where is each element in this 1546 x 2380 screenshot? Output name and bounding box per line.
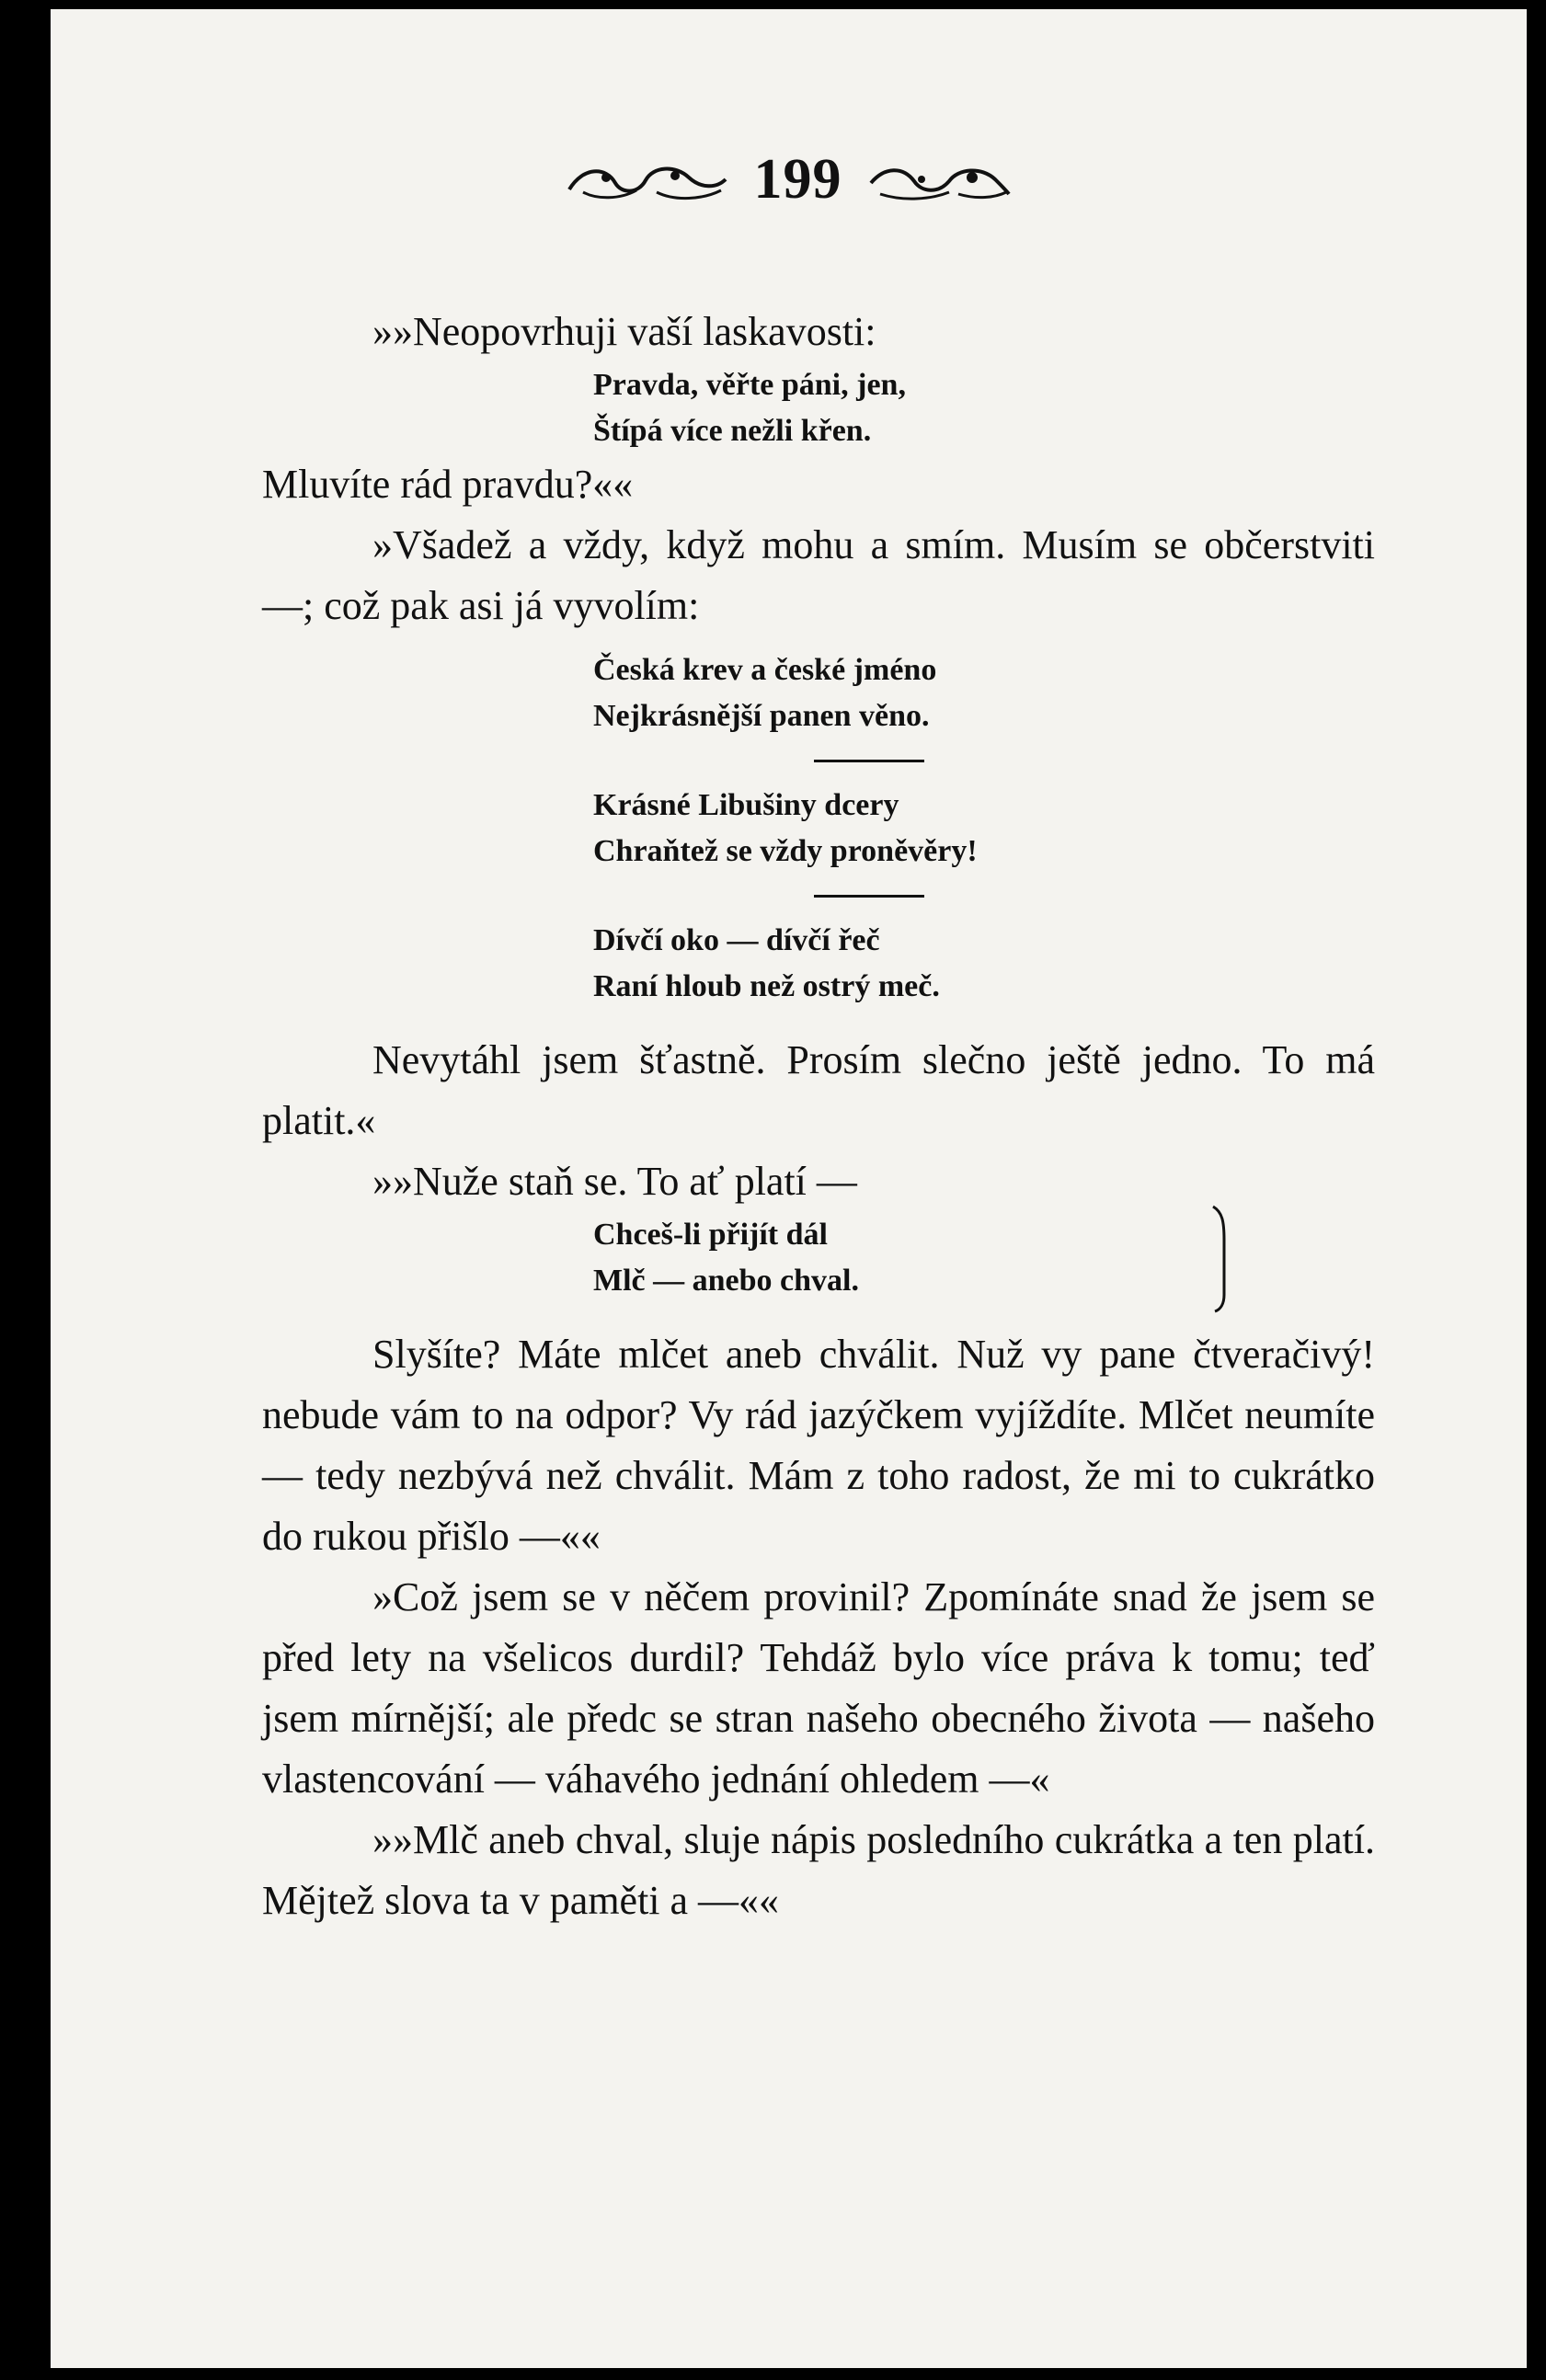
page-body — [262, 302, 1375, 1931]
divider — [814, 895, 924, 898]
page-header — [51, 147, 1527, 212]
verse-line: Nejkrásnější panen věno. — [593, 699, 930, 733]
verse-block — [262, 918, 1375, 1010]
verse-block — [262, 783, 1375, 875]
paragraph: »»Neopovrhuji vaší laskavosti: — [372, 309, 876, 354]
verse-line: Pravda, věřte páni, jen, — [593, 368, 906, 402]
ornament-right-icon — [866, 157, 1013, 203]
verse-block — [262, 1212, 1375, 1304]
paragraph: »»Mlč aneb chval, sluje nápis posledního cukrátka a ten platí. Mějtež slova ta v paměti a —«« — [262, 1817, 1375, 1923]
verse-line: Chceš-li přijít dál — [593, 1218, 828, 1252]
verse-line: Dívčí oko — dívčí řeč — [593, 923, 880, 957]
verse-block — [262, 362, 1375, 454]
paragraph: Slyšíte? Máte mlčet aneb chválit. Nuž vy pane čtveračivý! nebude vám to na odpor? Vy rád jazýčkem vyjíždíte. Mlčet neumíte — tedy nezbývá než chválit. Mám z toho radost, že mi to cukrátko do rukou přišlo —«« — [262, 1332, 1375, 1559]
bracket-mark — [1209, 1203, 1237, 1313]
paragraph: »Což jsem se v něčem provinil? Zpomínáte snad že jsem se před lety na všelicos durdil? Tehdáž bylo více práva k tomu; teď jsem mírnější; ale předc se stran našeho obecného života — našeho vlastencování — váhavého jednání ohledem —« — [262, 1574, 1375, 1802]
page-number: 199 — [753, 148, 842, 211]
ornament-left-icon — [565, 157, 730, 203]
book-page — [51, 9, 1527, 2368]
verse-line: Chraňtež se vždy proněvěry! — [593, 834, 978, 868]
paragraph: »Všadež a vždy, když mohu a smím. Musím se občerstviti —; což pak asi já vyvolím: — [262, 522, 1375, 628]
verse-line: Mlč — anebo chval. — [593, 1264, 859, 1298]
paragraph: Mluvíte rád pravdu?«« — [262, 462, 634, 507]
verse-block — [262, 647, 1375, 739]
verse-line: Raní hloub než ostrý meč. — [593, 969, 940, 1003]
verse-line: Štípá více nežli křen. — [593, 414, 872, 448]
verse-line: Česká krev a české jméno — [593, 653, 937, 687]
paragraph: »»Nuže staň se. To ať platí — — [372, 1159, 857, 1204]
paragraph: Nevytáhl jsem šťastně. Prosím slečno ještě jedno. To má platit.« — [262, 1037, 1375, 1143]
divider — [814, 760, 924, 762]
verse-line: Krásné Libušiny dcery — [593, 788, 899, 822]
